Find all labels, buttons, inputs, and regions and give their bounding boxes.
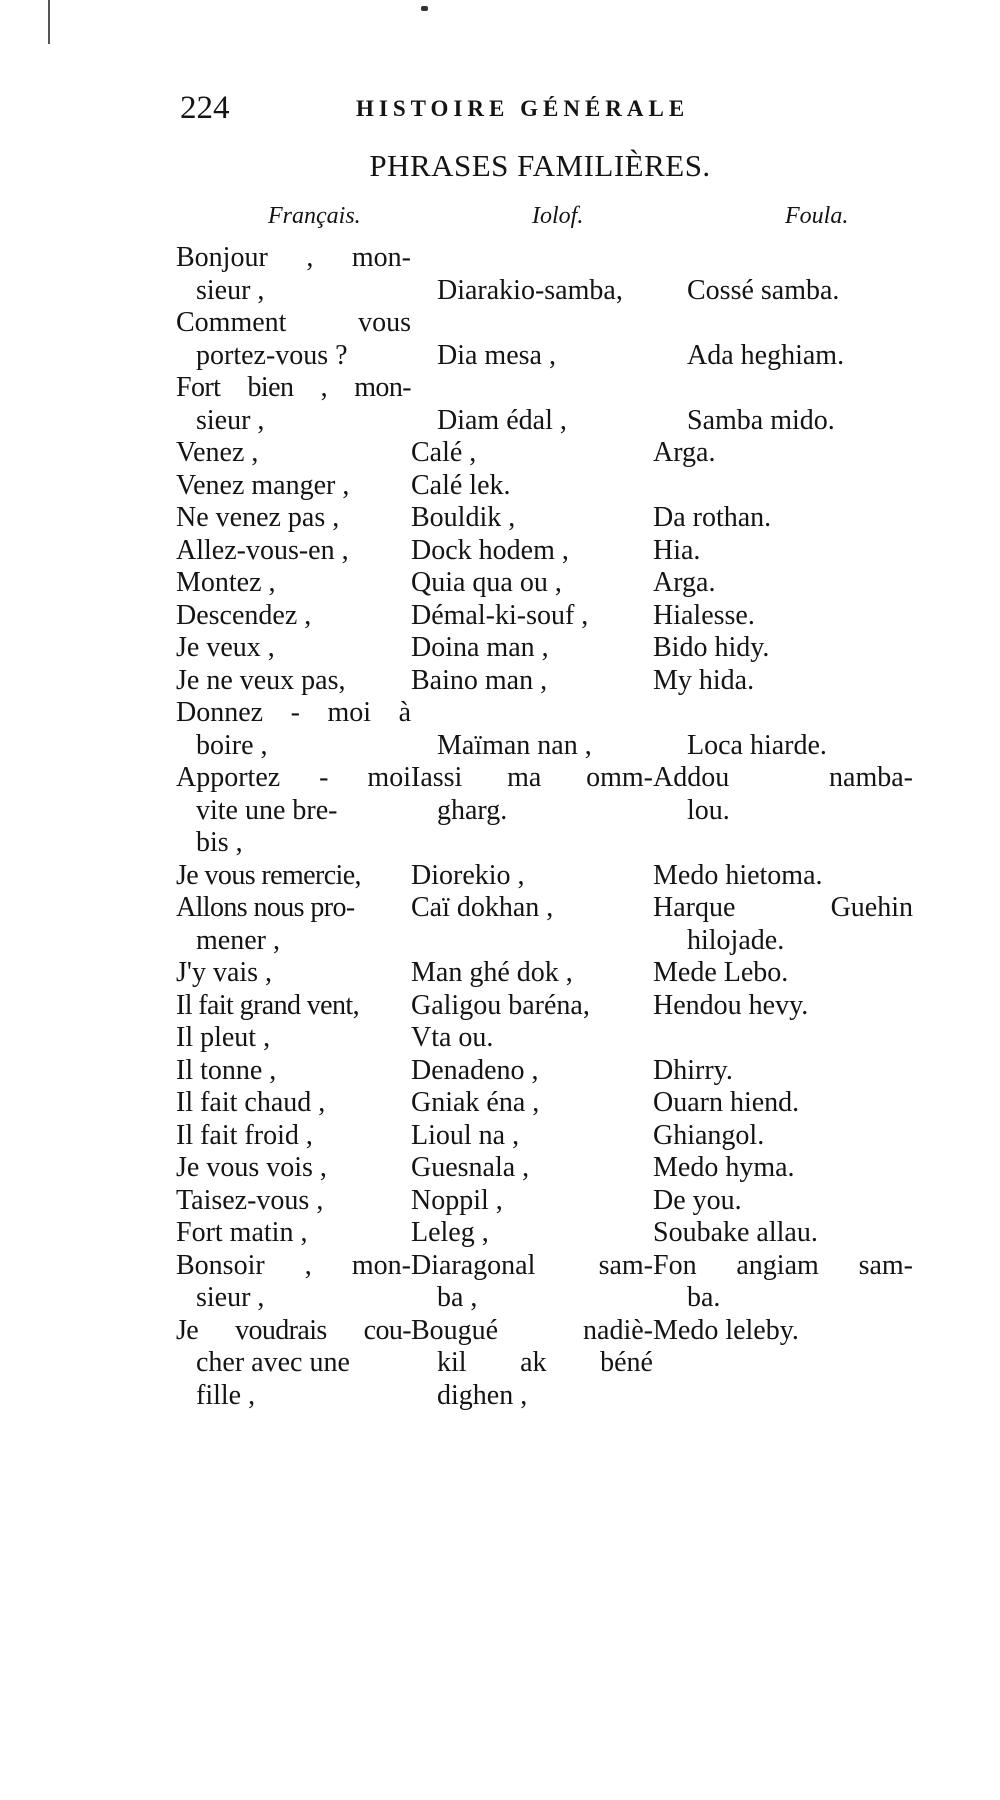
cell-foula: [653, 1185, 913, 1218]
phrase-line: Gniak éna ,: [411, 1087, 540, 1118]
phrase-row: [176, 502, 1000, 535]
phrase-line: Donnez - moi à: [176, 697, 411, 728]
cell-iolof: [411, 860, 653, 893]
phrase-line: Dock hodem ,: [411, 534, 569, 566]
cell-francais: [176, 697, 411, 762]
phrase-line: Allez-vous-en ,: [176, 534, 349, 566]
phrase-line: Guesnala ,: [411, 1152, 530, 1183]
phrase-line: Maïman nan ,: [437, 729, 592, 761]
cell-iolof: [411, 1250, 653, 1315]
phrase-line: Mede Lebo.: [653, 957, 789, 988]
phrase-line: [653, 1022, 913, 1055]
phrase-line: My hida.: [653, 664, 755, 696]
phrase-line: Denadeno ,: [411, 1054, 539, 1086]
cell-iolof: [411, 632, 653, 665]
phrase-line: Vta ou.: [411, 1022, 494, 1053]
cell-francais: [176, 437, 411, 470]
section-title: PHRASES FAMILIÈRES.: [369, 148, 711, 183]
cell-foula: [653, 1315, 913, 1413]
phrase-line: Il fait froid ,: [176, 1119, 313, 1151]
cell-iolof: [411, 470, 653, 503]
cell-foula: [653, 1022, 913, 1055]
phrase-line: Addou namba-: [653, 762, 913, 793]
phrase-line: Diorekio ,: [411, 859, 525, 891]
phrase-line: Caï dokhan ,: [411, 892, 554, 923]
phrase-line: [411, 242, 653, 275]
cell-iolof: [411, 1185, 653, 1218]
page-number: 224: [180, 90, 230, 126]
phrase-line: Quia qua ou ,: [411, 567, 562, 598]
phrase-line: Il pleut ,: [176, 1022, 271, 1053]
phrase-line: Venez manger ,: [176, 469, 350, 501]
phrase-line: Noppil ,: [411, 1184, 503, 1216]
phrase-line: Ouarn hiend.: [653, 1087, 800, 1118]
running-title: HISTOIRE GÉNÉRALE: [356, 96, 690, 121]
cell-foula: [653, 1152, 913, 1185]
cell-iolof: [411, 1022, 653, 1055]
cell-iolof: [411, 1087, 653, 1120]
cell-francais: [176, 665, 411, 698]
phrase-line: Je veux ,: [176, 632, 275, 663]
column-header-foula: Foula.: [785, 203, 849, 229]
phrase-line: mener ,: [196, 924, 280, 956]
phrase-row: [176, 567, 1000, 600]
phrase-line: Leleg ,: [411, 1217, 489, 1248]
phrase-line: Calé lek.: [411, 469, 511, 501]
phrase-line: sieur ,: [196, 404, 265, 436]
phrase-row: [176, 1217, 1000, 1250]
phrase-line: Ghiangol.: [653, 1119, 765, 1151]
cell-foula: [653, 535, 913, 568]
phrase-line: Cossé samba.: [687, 274, 840, 306]
cell-iolof: [411, 600, 653, 633]
phrase-line: Je vous vois ,: [176, 1152, 327, 1183]
phrase-line: Iassi ma omm-: [411, 762, 653, 793]
cell-francais: [176, 1087, 411, 1120]
phrase-line: Fon angiam sam-: [653, 1249, 913, 1281]
cell-francais: [176, 470, 411, 503]
cell-foula: [653, 502, 913, 535]
phrase-line: Bonjour , mon-: [176, 242, 411, 273]
phrase-line: Medo hietoma.: [653, 859, 823, 891]
phrase-line: [653, 697, 913, 730]
phrase-line: Diaragonal sam-: [411, 1249, 653, 1281]
phrase-line: Bido hidy.: [653, 632, 770, 663]
phrase-row: [176, 242, 1000, 307]
phrase-row: [176, 990, 1000, 1023]
cell-francais: [176, 1185, 411, 1218]
cell-foula: [653, 1087, 913, 1120]
phrase-line: Samba mido.: [687, 404, 835, 436]
phrase-row: [176, 372, 1000, 437]
phrase-line: Dia mesa ,: [437, 339, 556, 371]
cell-francais: [176, 860, 411, 893]
cell-foula: [653, 665, 913, 698]
cell-francais: [176, 535, 411, 568]
cell-francais: [176, 1055, 411, 1088]
phrase-line: Galigou baréna,: [411, 989, 590, 1021]
phrase-line: J'y vais ,: [176, 957, 273, 988]
cell-iolof: [411, 990, 653, 1023]
phrase-line: [653, 470, 913, 503]
phrase-line: Man ghé dok ,: [411, 957, 573, 988]
cell-francais: [176, 1217, 411, 1250]
phrase-line: Je ne veux pas,: [176, 664, 346, 696]
cell-francais: [176, 1152, 411, 1185]
column-headers: [0, 203, 1000, 235]
cell-foula: [653, 1250, 913, 1315]
phrase-line: bis ,: [196, 827, 243, 858]
phrase-row: [176, 307, 1000, 372]
cell-iolof: [411, 502, 653, 535]
cell-foula: [653, 860, 913, 893]
phrase-line: Ne venez pas ,: [176, 502, 340, 533]
cell-francais: [176, 1120, 411, 1153]
phrase-line: Medo leleby.: [653, 1314, 799, 1346]
cell-iolof: [411, 957, 653, 990]
cell-francais: [176, 242, 411, 307]
phrase-line: Diarakio-samba,: [437, 274, 623, 306]
phrase-line: Venez ,: [176, 437, 259, 468]
cell-iolof: [411, 535, 653, 568]
phrase-line: [411, 697, 653, 730]
phrase-line: sieur ,: [196, 1282, 265, 1313]
phrase-line: Taisez-vous ,: [176, 1184, 324, 1216]
cell-francais: [176, 632, 411, 665]
cell-iolof: [411, 665, 653, 698]
phrase-line: gharg.: [437, 794, 508, 826]
phrase-line: Il fait grand vent,: [176, 989, 359, 1021]
phrase-line: Ada heghiam.: [687, 339, 845, 371]
phrase-line: hilojade.: [687, 924, 785, 956]
phrase-line: Da rothan.: [653, 502, 772, 533]
cell-foula: [653, 307, 913, 372]
cell-foula: [653, 470, 913, 503]
phrase-row: [176, 697, 1000, 762]
cell-foula: [653, 1217, 913, 1250]
phrase-line: fille ,: [196, 1379, 256, 1411]
cell-foula: [653, 892, 913, 957]
cell-foula: [653, 632, 913, 665]
phrase-row: [176, 957, 1000, 990]
cell-francais: [176, 1022, 411, 1055]
cell-francais: [176, 372, 411, 437]
phrase-line: Bouldik ,: [411, 502, 516, 533]
column-header-iolof: Iolof.: [532, 203, 584, 229]
phrase-line: Fort bien , mon-: [176, 372, 411, 403]
phrase-line: Descendez ,: [176, 599, 312, 631]
cell-iolof: [411, 1120, 653, 1153]
phrase-row: [176, 1022, 1000, 1055]
phrase-line: Je voudrais cou-: [176, 1314, 411, 1346]
phrase-line: Arga.: [653, 567, 716, 598]
phrase-line: Bonsoir , mon-: [176, 1249, 411, 1281]
phrase-line: Je vous remercie,: [176, 859, 361, 891]
phrase-row: [176, 665, 1000, 698]
phrase-line: Diam édal ,: [437, 404, 567, 436]
phrase-line: Baino man ,: [411, 664, 548, 696]
phrase-row: [176, 535, 1000, 568]
cell-foula: [653, 600, 913, 633]
cell-iolof: [411, 1152, 653, 1185]
phrase-line: Loca hiarde.: [687, 729, 827, 761]
phrase-row: [176, 437, 1000, 470]
cell-iolof: [411, 762, 653, 860]
cell-foula: [653, 372, 913, 437]
phrase-line: sieur ,: [196, 274, 265, 306]
phrase-line: Calé ,: [411, 437, 477, 468]
cell-iolof: [411, 307, 653, 372]
column-header-francais: Français.: [268, 203, 361, 229]
phrase-line: Medo hyma.: [653, 1152, 795, 1183]
cell-iolof: [411, 242, 653, 307]
page-header: [180, 90, 740, 130]
phrase-line: Fort matin ,: [176, 1217, 308, 1248]
phrase-line: Hialesse.: [653, 599, 755, 631]
margin-rule: [48, 0, 50, 44]
phrase-line: Apportez - moi: [176, 762, 411, 793]
phrase-line: Hendou hevy.: [653, 989, 809, 1021]
phrase-line: [653, 242, 913, 275]
cell-francais: [176, 1315, 411, 1413]
phrase-row: [176, 1185, 1000, 1218]
cell-francais: [176, 1250, 411, 1315]
phrase-row: [176, 762, 1000, 860]
cell-iolof: [411, 567, 653, 600]
phrase-line: ba ,: [437, 1282, 478, 1313]
cell-foula: [653, 437, 913, 470]
phrase-line: Hia.: [653, 534, 701, 566]
phrase-row: [176, 1152, 1000, 1185]
phrase-line: portez-vous ?: [196, 339, 348, 371]
cell-francais: [176, 762, 411, 860]
phrase-row: [176, 1055, 1000, 1088]
phrase-line: Comment vous: [176, 307, 411, 338]
phrase-row: [176, 600, 1000, 633]
cell-foula: [653, 697, 913, 762]
phrase-row: [176, 1087, 1000, 1120]
phrase-table: [0, 242, 1000, 1412]
phrase-line: [653, 307, 913, 340]
phrase-line: vite une bre-: [196, 794, 338, 826]
cell-francais: [176, 957, 411, 990]
phrase-row: [176, 860, 1000, 893]
phrase-line: Montez ,: [176, 567, 276, 598]
phrase-line: dighen ,: [437, 1379, 528, 1411]
phrase-line: Lioul na ,: [411, 1119, 520, 1151]
cell-iolof: [411, 1055, 653, 1088]
phrase-row: [176, 1315, 1000, 1413]
phrase-line: Allons nous pro-: [176, 892, 355, 923]
phrase-line: boire ,: [196, 729, 268, 761]
phrase-line: [411, 307, 653, 340]
phrase-line: Démal-ki-souf ,: [411, 599, 589, 631]
phrase-line: Arga.: [653, 437, 716, 468]
cell-foula: [653, 1120, 913, 1153]
cell-francais: [176, 567, 411, 600]
cell-foula: [653, 567, 913, 600]
phrase-row: [176, 1250, 1000, 1315]
phrase-line: lou.: [687, 794, 730, 826]
cell-foula: [653, 990, 913, 1023]
phrase-line: Il tonne ,: [176, 1054, 277, 1086]
cell-iolof: [411, 697, 653, 762]
phrase-line: De you.: [653, 1184, 742, 1216]
phrase-line: cher avec une: [196, 1347, 350, 1378]
cell-iolof: [411, 372, 653, 437]
cell-foula: [653, 762, 913, 860]
phrase-line: ba.: [687, 1282, 721, 1313]
phrase-line: Dhirry.: [653, 1054, 733, 1086]
cell-francais: [176, 307, 411, 372]
cell-foula: [653, 957, 913, 990]
phrase-line: [653, 372, 913, 405]
cell-foula: [653, 1055, 913, 1088]
phrase-line: Soubake allau.: [653, 1217, 818, 1248]
cell-francais: [176, 892, 411, 957]
phrase-row: [176, 1120, 1000, 1153]
phrase-line: kil ak béné: [437, 1347, 653, 1378]
phrase-line: [411, 372, 653, 405]
cell-iolof: [411, 1217, 653, 1250]
phrase-line: Il fait chaud ,: [176, 1087, 326, 1118]
phrase-line: Harque Guehin: [653, 892, 913, 923]
cell-francais: [176, 502, 411, 535]
cell-francais: [176, 600, 411, 633]
cell-iolof: [411, 1315, 653, 1413]
ink-mark: [421, 6, 428, 11]
phrase-row: [176, 470, 1000, 503]
cell-foula: [653, 242, 913, 307]
phrase-row: [176, 892, 1000, 957]
phrase-line: Bougué nadiè-: [411, 1314, 653, 1346]
cell-iolof: [411, 437, 653, 470]
phrase-row: [176, 632, 1000, 665]
cell-iolof: [411, 892, 653, 957]
cell-francais: [176, 990, 411, 1023]
phrase-line: Doina man ,: [411, 632, 549, 663]
